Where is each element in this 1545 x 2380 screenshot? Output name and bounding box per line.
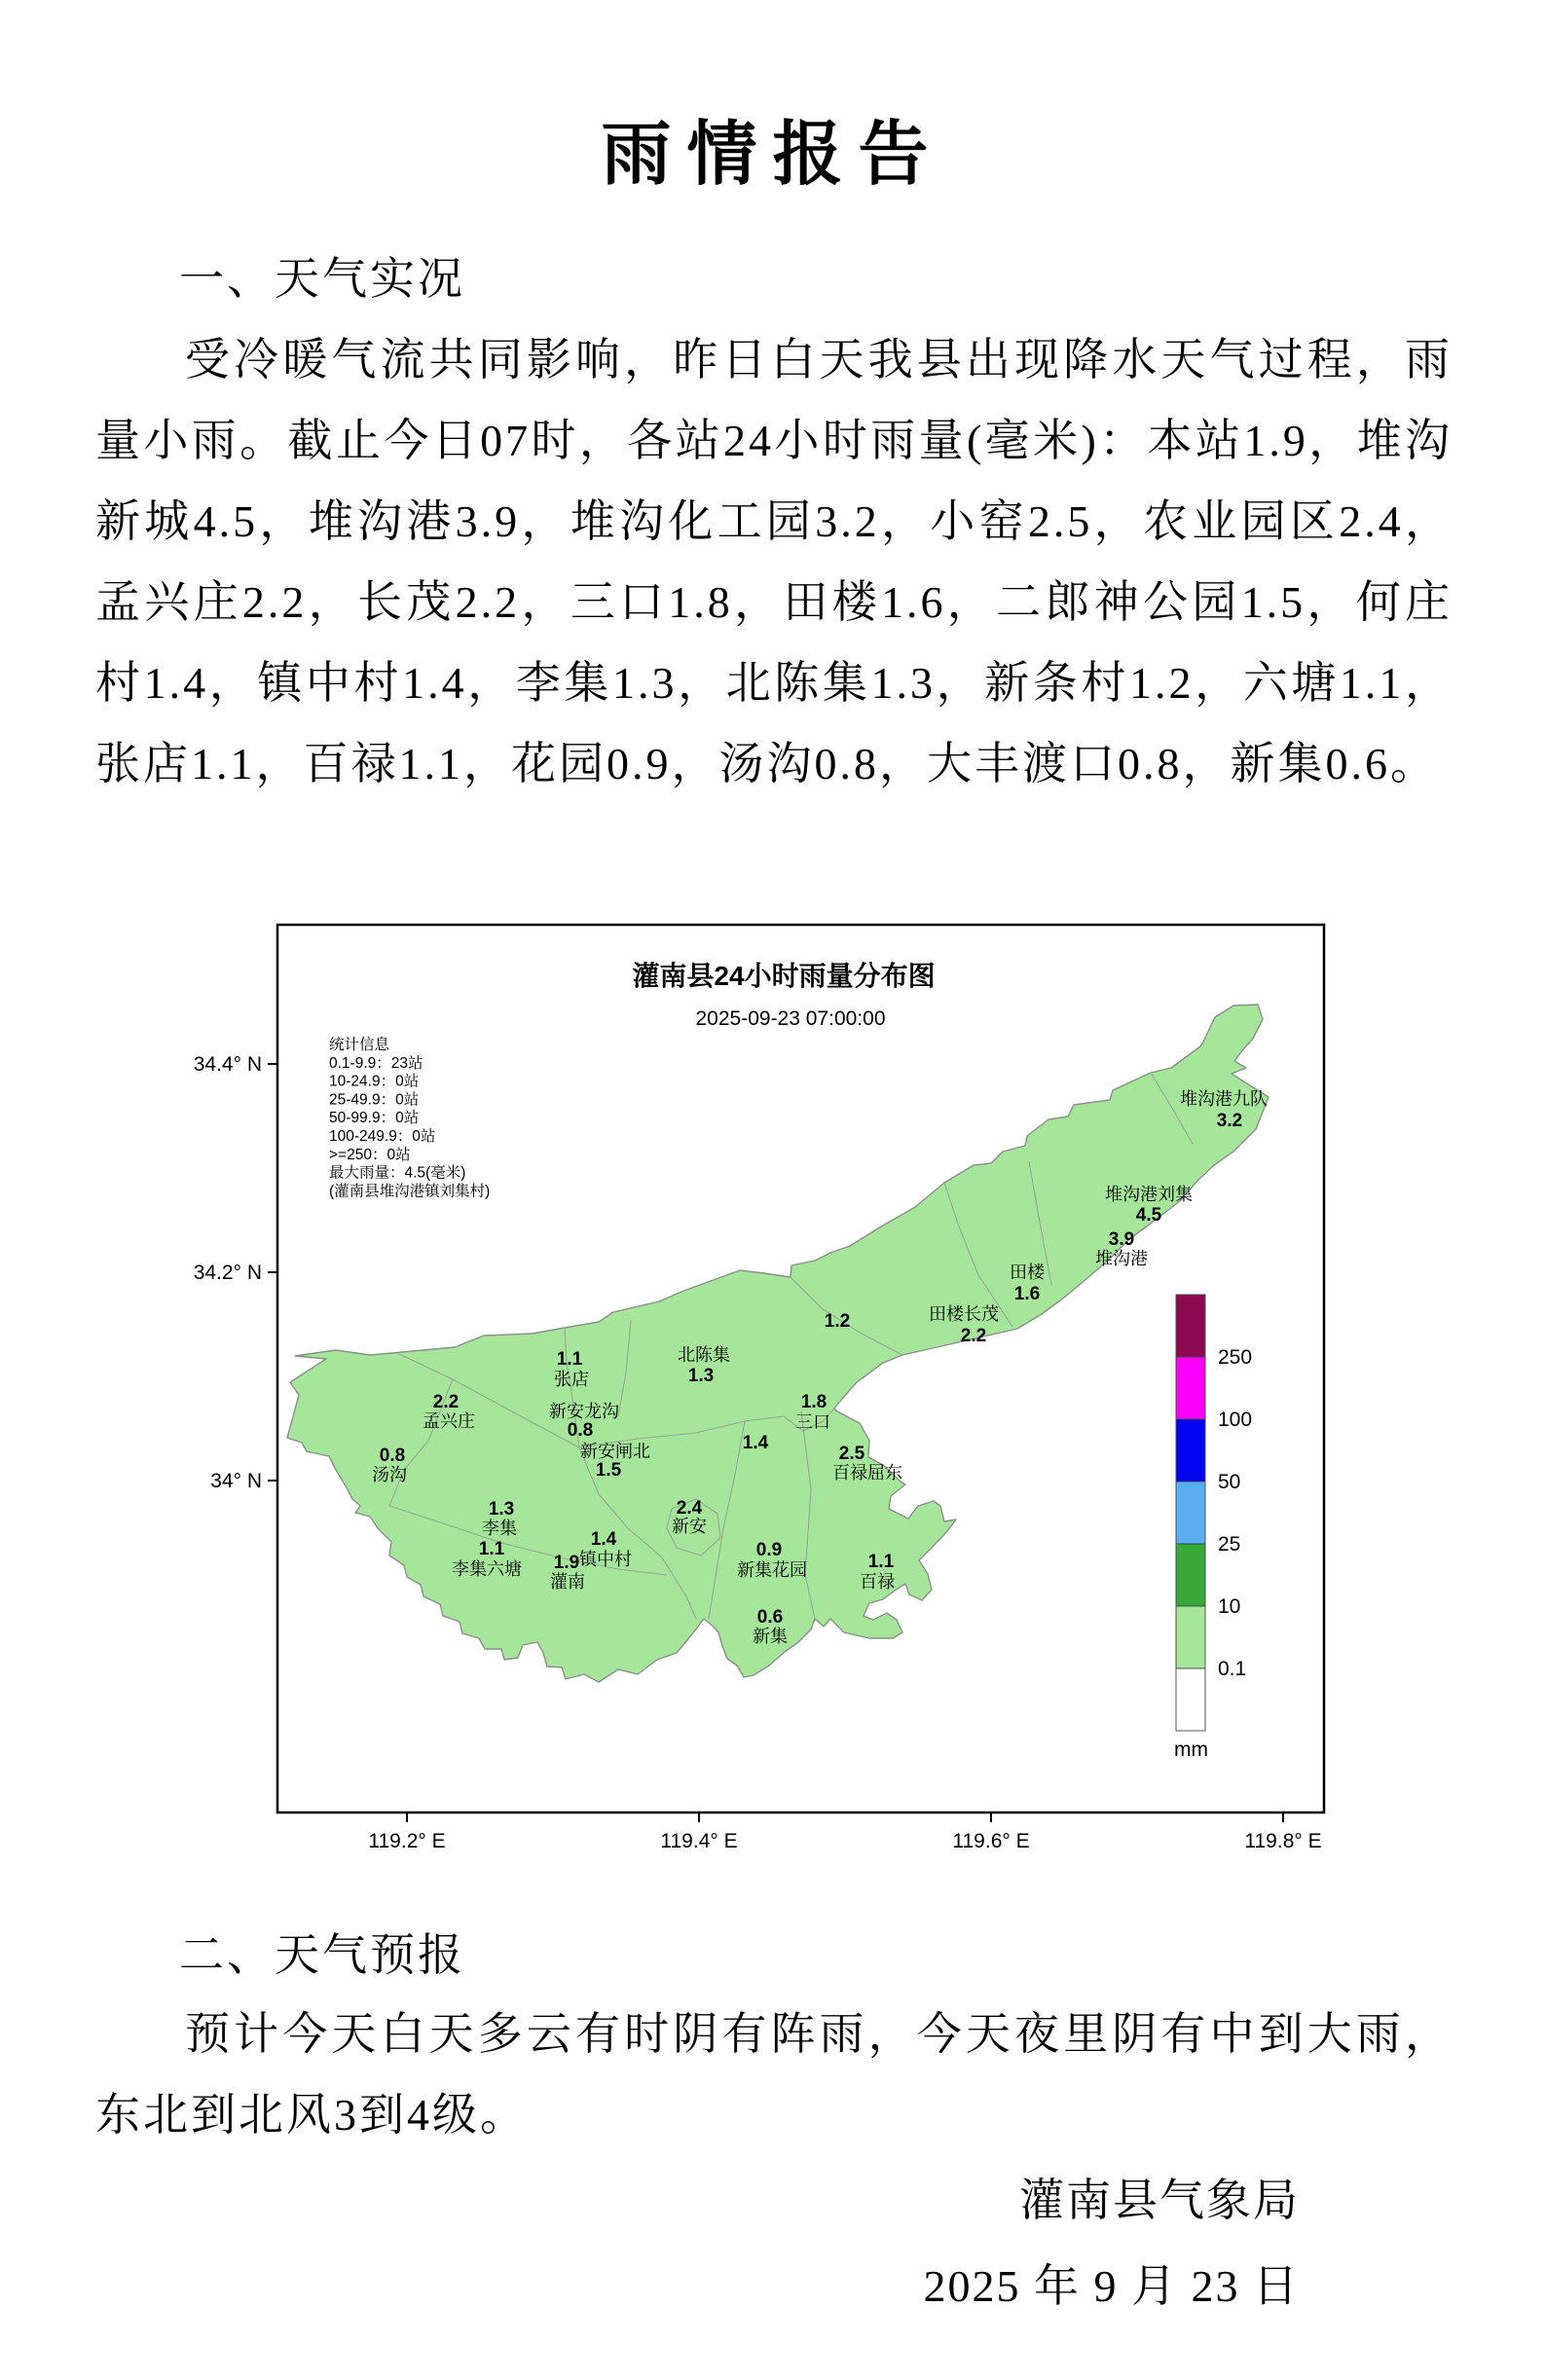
stats-line: 最大雨量：4.5(毫米) bbox=[329, 1164, 466, 1182]
station-name: 百禄 bbox=[860, 1572, 895, 1592]
station-name: 田楼长茂 bbox=[929, 1304, 999, 1324]
station-value: 1.3 bbox=[488, 1499, 515, 1520]
station-value: 2.5 bbox=[838, 1444, 865, 1464]
x-axis-label: 119.8° E bbox=[1244, 1830, 1322, 1852]
legend-swatch bbox=[1176, 1419, 1205, 1482]
station-name: 新安闸北 bbox=[580, 1442, 650, 1461]
section2-paragraph: 预计今天白天多云有时阴有阵雨，今天夜里阴有中到大雨，东北到北风3到4级。 bbox=[95, 2009, 1453, 2140]
signature-date: 2025 年 9 月 23 日 bbox=[923, 2261, 1300, 2311]
station-value: 1.8 bbox=[800, 1392, 828, 1412]
y-axis-label: 34.4° N bbox=[193, 1053, 262, 1076]
rainfall-map-figure bbox=[156, 920, 1363, 1859]
station-name: 三口 bbox=[795, 1412, 830, 1432]
station-name: 北陈集 bbox=[678, 1345, 730, 1365]
station-value: 1.1 bbox=[556, 1349, 583, 1370]
station-value: 0.8 bbox=[379, 1446, 406, 1466]
legend-tick-label: 25 bbox=[1218, 1533, 1241, 1556]
station-value: 3.9 bbox=[1108, 1229, 1135, 1250]
legend-swatch bbox=[1176, 1668, 1205, 1731]
legend-swatch bbox=[1176, 1606, 1205, 1668]
station-name: 堆沟港刘集 bbox=[1105, 1185, 1193, 1204]
station-name: 镇中村 bbox=[579, 1550, 632, 1569]
station-name: 新安龙沟 bbox=[549, 1402, 619, 1421]
stats-line: 50-99.9：0站 bbox=[329, 1110, 420, 1127]
station-value: 1.9 bbox=[553, 1553, 580, 1573]
station-name: 汤沟 bbox=[372, 1465, 407, 1484]
station-value: 1.3 bbox=[687, 1366, 715, 1386]
station-value: 0.8 bbox=[567, 1420, 594, 1441]
station-value: 1.4 bbox=[590, 1529, 617, 1550]
station-name: 堆沟港 bbox=[1095, 1249, 1148, 1268]
station-value: 2.2 bbox=[432, 1392, 460, 1412]
y-axis-label: 34.2° N bbox=[193, 1262, 262, 1284]
legend-swatch bbox=[1176, 1544, 1205, 1606]
station-name: 百禄屈东 bbox=[832, 1463, 902, 1483]
station-value: 3.2 bbox=[1216, 1111, 1243, 1131]
stats-line: 100-249.9：0站 bbox=[329, 1128, 436, 1145]
station-value: 1.6 bbox=[1013, 1284, 1041, 1304]
stats-line: 25-49.9：0站 bbox=[329, 1091, 420, 1109]
station-value: 1.1 bbox=[478, 1539, 505, 1559]
x-axis-label: 119.6° E bbox=[952, 1830, 1030, 1852]
legend-tick-label: 10 bbox=[1218, 1595, 1241, 1618]
stats-line: 0.1-9.9：23站 bbox=[329, 1054, 423, 1072]
legend-swatch bbox=[1176, 1357, 1205, 1419]
section2-heading: 二、天气预报 bbox=[179, 1930, 465, 1980]
legend-unit-label: mm bbox=[1174, 1739, 1208, 1761]
legend-swatch bbox=[1176, 1295, 1205, 1357]
station-value: 0.9 bbox=[755, 1540, 783, 1560]
station-value: 0.6 bbox=[756, 1607, 784, 1628]
rainfall-map bbox=[156, 920, 1363, 1859]
stats-line: >=250：0站 bbox=[329, 1146, 411, 1163]
station-name: 新集花园 bbox=[737, 1560, 807, 1580]
legend-tick-label: 50 bbox=[1218, 1471, 1241, 1493]
station-value: 1.2 bbox=[824, 1311, 851, 1332]
x-axis-label: 119.4° E bbox=[660, 1830, 738, 1852]
station-value: 2.2 bbox=[960, 1326, 987, 1346]
document-title: 雨情报告 bbox=[601, 116, 944, 195]
stats-line: (灌南县堆沟港镇刘集村) bbox=[329, 1183, 491, 1200]
station-value: 1.5 bbox=[595, 1460, 622, 1481]
y-axis-label: 34° N bbox=[210, 1470, 262, 1492]
legend-tick-label: 100 bbox=[1218, 1409, 1253, 1431]
stats-line: 统计信息 bbox=[329, 1037, 390, 1053]
station-name: 李集 bbox=[482, 1519, 517, 1538]
station-value: 1.1 bbox=[867, 1552, 895, 1572]
station-name: 堆沟港九队 bbox=[1180, 1089, 1268, 1109]
section1-heading: 一、天气实况 bbox=[179, 254, 465, 304]
legend-tick-label: 0.1 bbox=[1218, 1658, 1247, 1680]
signature-org: 灌南县气象局 bbox=[1019, 2176, 1300, 2225]
map-title: 灌南县24小时雨量分布图 bbox=[632, 961, 936, 991]
station-name: 新集 bbox=[753, 1627, 788, 1646]
station-name: 田楼 bbox=[1010, 1263, 1045, 1282]
section1-paragraph: 受冷暖气流共同影响，昨日白天我县出现降水天气过程，雨量小雨。截止今日07时，各站24小时雨量(毫米)：本站1.9，堆沟新城4.5，堆沟港3.9，堆沟化工园3.2，小窑2.5，农业园区2.4，孟兴庄2.2，长茂2.2，三口1.8，田楼1.6，二郎神公园1.5，何庄村1.4，镇中村1.4，李集1.3，北陈集1.3，新条村1.2，六塘1.1，张店1.1，百禄1.1，花园0.9，汤沟0.8，大丰渡口0.8，新集0.6。 bbox=[95, 335, 1453, 788]
station-name: 灌南 bbox=[550, 1572, 585, 1592]
station-value: 2.4 bbox=[676, 1498, 703, 1519]
legend-swatch bbox=[1176, 1482, 1205, 1544]
station-name: 李集六塘 bbox=[452, 1559, 522, 1579]
station-name: 孟兴庄 bbox=[423, 1411, 475, 1431]
station-name: 新安 bbox=[672, 1517, 707, 1536]
stats-line: 10-24.9：0站 bbox=[329, 1073, 420, 1090]
station-value: 1.4 bbox=[742, 1433, 769, 1453]
x-axis-label: 119.2° E bbox=[368, 1830, 446, 1852]
legend-tick-label: 250 bbox=[1218, 1346, 1253, 1369]
station-value: 4.5 bbox=[1135, 1205, 1162, 1226]
map-subtitle: 2025-09-23 07:00:00 bbox=[695, 1007, 886, 1030]
station-name: 张店 bbox=[554, 1370, 589, 1389]
